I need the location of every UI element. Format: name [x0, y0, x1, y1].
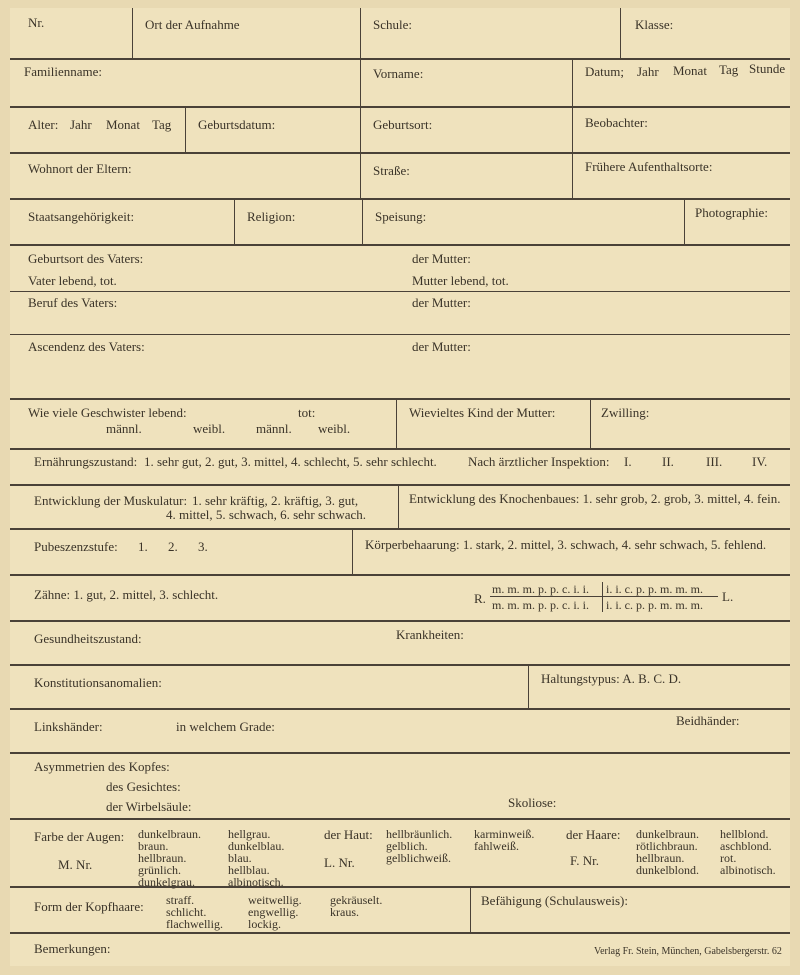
befaehigung-label: Befähigung (Schulausweis):: [481, 893, 628, 908]
koerper-label: Körperbehaarung: 1. stark, 2. mittel, 3. schwach, 4. sehr schwach, 5. fehlend.: [365, 537, 767, 552]
muskel-row: [10, 484, 790, 530]
divider: [490, 596, 718, 597]
haut-nr[interactable]: L. Nr.: [324, 855, 355, 870]
beobachter-field[interactable]: [572, 108, 790, 154]
asym-wirbel[interactable]: der Wirbelsäule:: [106, 799, 192, 814]
asym-gesicht[interactable]: des Gesichtes:: [106, 779, 181, 794]
tot-label[interactable]: tot:: [298, 405, 316, 420]
haare-option[interactable]: dunkelbraun.: [636, 827, 699, 841]
familienname-label[interactable]: Familienname:: [24, 64, 102, 79]
ort-field[interactable]: [132, 8, 360, 58]
muskel-line1[interactable]: 1. sehr kräftig, 2. kräftig, 3. gut,: [192, 493, 359, 508]
datum-label: Datum;: [585, 64, 624, 79]
teeth-upper-left[interactable]: m. m. m. p. p. c. i. i.: [492, 582, 589, 596]
weibl-tot: weibl.: [318, 421, 351, 436]
haut-option[interactable]: karminweiß.: [474, 827, 535, 841]
maennl-tot: männl.: [256, 421, 292, 436]
mutter-lebend[interactable]: Mutter lebend, tot.: [412, 273, 509, 288]
header-row: [10, 8, 790, 58]
photo-field[interactable]: [684, 200, 790, 246]
alter-jahr: Jahr: [70, 117, 92, 132]
haut-list-2: [474, 828, 534, 852]
haltung-label: Haltungstypus: A. B. C. D.: [541, 671, 682, 686]
speisung-field[interactable]: [362, 200, 684, 246]
gesundheit-label[interactable]: Gesundheitszustand:: [34, 631, 142, 646]
augen-option[interactable]: dunkelblau.: [228, 839, 285, 853]
dental-chart: [490, 582, 718, 612]
augen-list-2: [228, 828, 284, 888]
vater-lebend[interactable]: Vater lebend, tot.: [28, 273, 117, 288]
knochen-label: Entwicklung des Knochenbaues: 1. sehr grob, 2. grob, 3. mittel, 4. fein.: [409, 491, 781, 506]
strasse-label: Straße:: [373, 163, 410, 178]
geb-mutter-label[interactable]: der Mutter:: [412, 251, 471, 266]
augen-option[interactable]: hellgrau.: [228, 827, 271, 841]
geburtsdatum-label: Geburtsdatum:: [198, 117, 276, 132]
augen-option[interactable]: albinotisch.: [228, 875, 284, 889]
teeth-upper-right[interactable]: i. i. c. p. p. m. m. m.: [606, 582, 703, 596]
vorname-label: Vorname:: [373, 66, 424, 81]
links-label[interactable]: Linkshänder:: [34, 719, 103, 734]
pubeszenz-3[interactable]: 3.: [198, 539, 208, 554]
geburtsort-field[interactable]: [360, 108, 572, 154]
haut-list-1: [386, 828, 452, 864]
pubeszenz-1[interactable]: 1.: [138, 539, 148, 554]
beruf-label[interactable]: Beruf des Vaters:: [28, 295, 118, 310]
teeth-lower-right[interactable]: i. i. c. p. p. m. m. m.: [606, 598, 703, 612]
schule-field[interactable]: [360, 8, 620, 58]
zaehne-l: L.: [722, 589, 734, 604]
haare-list-1: [636, 828, 699, 876]
kopfhaar-option[interactable]: weitwellig.: [248, 893, 302, 907]
ernaehrung-label[interactable]: Ernährungszustand:: [34, 454, 138, 469]
augen-option[interactable]: dunkelgrau.: [138, 875, 195, 889]
datum-tag: Tag: [719, 62, 739, 77]
zwilling-label: Zwilling:: [601, 405, 650, 420]
pubeszenz-row: [10, 528, 790, 576]
kopfhaar-option[interactable]: straff.: [166, 893, 195, 907]
alter-row: [10, 106, 790, 154]
aufenthalt-field[interactable]: [572, 154, 790, 200]
geburtsort-label: Geburtsort:: [373, 117, 433, 132]
name-row: [10, 58, 790, 108]
staat-row: [10, 198, 790, 246]
geburtsdatum-field[interactable]: [185, 108, 360, 154]
haltung-field[interactable]: [528, 666, 790, 710]
konstitution-row: [10, 664, 790, 710]
inspektion-ii[interactable]: II.: [662, 454, 674, 469]
inspektion-label: Nach ärztlicher Inspektion:: [468, 454, 610, 469]
ernaehrung-options[interactable]: 1. sehr gut, 2. gut, 3. mittel, 4. schlecht, 5. sehr schlecht.: [144, 454, 437, 469]
grade-label[interactable]: in welchem Grade:: [176, 719, 275, 734]
farbe-block: [10, 818, 790, 888]
aufenthalt-label: Frühere Aufenthaltsorte:: [585, 159, 713, 174]
haare-option[interactable]: dunkelblond.: [636, 863, 699, 877]
ort-label: Ort der Aufnahme: [145, 17, 240, 32]
maennl-lebend: männl.: [106, 421, 142, 436]
augen-option[interactable]: dunkelbraun.: [138, 827, 201, 841]
religion-field[interactable]: [234, 200, 362, 246]
vorname-field[interactable]: [360, 60, 572, 108]
speisung-label: Speisung:: [375, 209, 427, 224]
augen-option[interactable]: grünlich.: [138, 863, 181, 877]
divider: [602, 582, 603, 612]
divider: [10, 291, 790, 292]
koerper-field[interactable]: [352, 530, 790, 576]
bemerkungen-row: [10, 932, 790, 968]
inspektion-iv[interactable]: IV.: [752, 454, 768, 469]
kopfhaar-option[interactable]: engwellig.: [248, 905, 299, 919]
wohnort-label[interactable]: Wohnort der Eltern:: [28, 161, 132, 176]
kopfhaar-option[interactable]: kraus.: [330, 905, 359, 919]
zaehne-r: R.: [474, 591, 486, 606]
kopfhaar-option[interactable]: schlicht.: [166, 905, 207, 919]
wohnort-row: [10, 152, 790, 200]
zaehne-row: [10, 574, 790, 622]
schule-label: Schule:: [373, 17, 412, 32]
alter-monat: Monat: [106, 117, 140, 132]
haut-option[interactable]: gelblichweiß.: [386, 851, 451, 865]
muskel-label[interactable]: Entwicklung der Muskulatur:: [34, 493, 188, 508]
ascendenz-mutter-label[interactable]: der Mutter:: [412, 339, 471, 354]
haare-option[interactable]: hellblond.: [720, 827, 769, 841]
bemerkungen-label[interactable]: Bemerkungen:: [34, 941, 111, 956]
haut-option[interactable]: fahlweiß.: [474, 839, 519, 853]
knochen-field[interactable]: [398, 486, 790, 530]
inspektion-i[interactable]: I.: [624, 454, 632, 469]
teeth-lower-left[interactable]: m. m. m. p. p. c. i. i.: [492, 598, 589, 612]
augen-label: Farbe der Augen:: [34, 829, 125, 844]
klasse-label: Klasse:: [635, 17, 674, 32]
augen-option[interactable]: braun.: [138, 839, 169, 853]
haut-option[interactable]: gelblich.: [386, 839, 428, 853]
skoliose-label[interactable]: Skoliose:: [508, 795, 557, 810]
kopfhaar-option[interactable]: gekräuselt.: [330, 893, 383, 907]
ernaehrung-row: [10, 448, 790, 486]
ascendenz-label[interactable]: Ascendenz des Vaters:: [28, 339, 145, 354]
zwilling-field[interactable]: [590, 400, 790, 450]
haare-list-2: [720, 828, 776, 876]
datum-field[interactable]: [572, 60, 790, 108]
haare-option[interactable]: aschblond.: [720, 839, 772, 853]
augen-nr[interactable]: M. Nr.: [58, 857, 93, 872]
zaehne-label[interactable]: Zähne: 1. gut, 2. mittel, 3. schlecht.: [34, 587, 219, 602]
klasse-field[interactable]: [620, 8, 790, 58]
staat-label[interactable]: Staatsangehörigkeit:: [28, 209, 135, 224]
beid-label[interactable]: Beidhänder:: [676, 713, 740, 728]
krankheiten-label[interactable]: Krankheiten:: [396, 627, 464, 642]
asym-kopf[interactable]: Asymmetrien des Kopfes:: [34, 759, 170, 774]
kopfhaar-list-3: [330, 894, 382, 918]
pubeszenz-2[interactable]: 2.: [168, 539, 178, 554]
geschwister-label[interactable]: Wie viele Geschwister lebend:: [28, 405, 187, 420]
datum-jahr: Jahr: [637, 64, 659, 79]
muskel-line2[interactable]: 4. mittel, 5. schwach, 6. sehr schwach.: [166, 507, 367, 522]
hand-row: [10, 708, 790, 754]
beobachter-label: Beobachter:: [585, 115, 648, 130]
asym-block: [10, 752, 790, 820]
haare-label: der Haare:: [566, 827, 621, 842]
pubeszenz-label[interactable]: Pubeszenzstufe:: [34, 539, 118, 554]
haare-option[interactable]: hellbraun.: [636, 851, 685, 865]
verlag-text: Verlag Fr. Stein, München, Gabelsbergerstr. 62: [594, 946, 782, 957]
haut-label: der Haut:: [324, 827, 373, 842]
kopfhaar-option[interactable]: lockig.: [248, 917, 281, 931]
form-sheet: [10, 8, 790, 966]
datum-stunde: Stunde: [749, 61, 786, 76]
kopfhaar-list-2: [248, 894, 302, 930]
kopfhaar-row: [10, 886, 790, 934]
kind-field[interactable]: [396, 400, 590, 450]
haare-option[interactable]: albinotisch.: [720, 863, 776, 877]
kind-label: Wievieltes Kind der Mutter:: [409, 405, 556, 420]
weibl-lebend: weibl.: [193, 421, 226, 436]
haut-option[interactable]: hellbräunlich.: [386, 827, 453, 841]
strasse-field[interactable]: [360, 154, 572, 200]
siblings-row: [10, 398, 790, 450]
gesundheit-row: [10, 620, 790, 666]
haare-nr[interactable]: F. Nr.: [570, 853, 599, 868]
parents-block: [10, 244, 790, 400]
haare-option[interactable]: rot.: [720, 851, 737, 865]
photo-label: Photographie:: [695, 205, 768, 220]
befaehigung-field[interactable]: [470, 888, 790, 934]
beruf-mutter-label[interactable]: der Mutter:: [412, 295, 471, 310]
augen-list-1: [138, 828, 201, 888]
datum-monat: Monat: [673, 63, 707, 78]
augen-option[interactable]: hellblau.: [228, 863, 270, 877]
nr-label: Nr.: [28, 15, 45, 30]
kopfhaar-label: Form der Kopfhaare:: [34, 899, 144, 914]
augen-option[interactable]: blau.: [228, 851, 252, 865]
alter-tag: Tag: [152, 117, 172, 132]
konstitution-label[interactable]: Konstitutionsanomalien:: [34, 675, 162, 690]
augen-option[interactable]: hellbraun.: [138, 851, 187, 865]
kopfhaar-option[interactable]: flachwellig.: [166, 917, 223, 931]
geb-vater-label[interactable]: Geburtsort des Vaters:: [28, 251, 144, 266]
alter-label[interactable]: Alter:: [28, 117, 59, 132]
kopfhaar-list-1: [166, 894, 223, 930]
inspektion-iii[interactable]: III.: [706, 454, 723, 469]
divider: [10, 334, 790, 335]
haare-option[interactable]: rötlichbraun.: [636, 839, 698, 853]
religion-label: Religion:: [247, 209, 296, 224]
